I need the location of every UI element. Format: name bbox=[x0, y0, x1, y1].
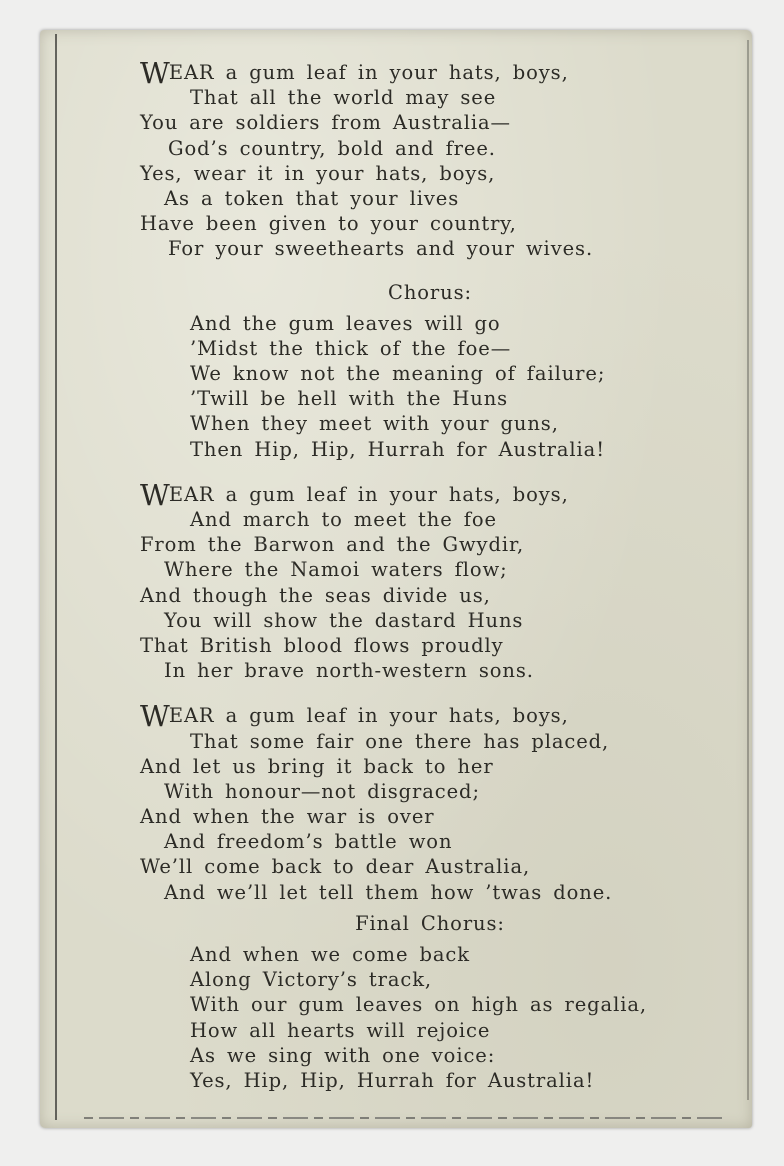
verse-line: That some fair one there has placed, bbox=[190, 729, 610, 753]
chorus bbox=[140, 280, 710, 462]
chorus-line: How all hearts will rejoice bbox=[190, 1018, 491, 1042]
verse-line: Where the Namoi waters flow; bbox=[164, 558, 508, 582]
verse-line: With honour—not disgraced; bbox=[164, 779, 480, 803]
verse-line: And when the war is over bbox=[140, 805, 435, 829]
chorus-line: Then Hip, Hip, Hurrah for Australia! bbox=[190, 437, 605, 461]
chorus-line: When they meet with your guns, bbox=[190, 412, 559, 436]
chorus-line: ’Midst the thick of the foe— bbox=[190, 336, 512, 360]
drop-cap: W bbox=[140, 56, 169, 90]
column-rule-left bbox=[55, 34, 57, 1120]
verse-line: We’ll come back to dear Australia, bbox=[140, 855, 531, 879]
chorus-line: Along Victory’s track, bbox=[190, 968, 433, 992]
verse-line: In her brave north-western sons. bbox=[164, 659, 534, 683]
verse-line: For your sweethearts and your wives. bbox=[168, 237, 594, 261]
verse-line: Have been given to your country, bbox=[140, 212, 517, 236]
final-chorus-heading: Final Chorus: bbox=[355, 911, 505, 935]
drop-cap: W bbox=[140, 699, 169, 734]
final-chorus bbox=[140, 911, 710, 1093]
chorus-heading: Chorus: bbox=[388, 280, 472, 304]
poem bbox=[140, 56, 710, 1093]
verse-1 bbox=[140, 56, 710, 262]
verse-line: You will show the dastard Huns bbox=[164, 608, 524, 632]
verse-line: And let us bring it back to her bbox=[140, 754, 494, 778]
verse-line: Yes, wear it in your hats, boys, bbox=[140, 161, 496, 185]
chorus-line: And the gum leaves will go bbox=[190, 311, 501, 335]
verse-line: You are soldiers from Australia— bbox=[140, 111, 511, 135]
verse-line: That all the world may see bbox=[190, 86, 497, 110]
verse-line: From the Barwon and the Gwydir, bbox=[140, 533, 525, 557]
verse-line: And march to meet the foe bbox=[190, 508, 497, 531]
chorus-line: ’Twill be hell with the Huns bbox=[190, 387, 509, 411]
verse-line: And though the seas divide us, bbox=[140, 583, 491, 607]
verse-line: And freedom’s battle won bbox=[164, 830, 453, 854]
verse-line-text: EAR a gum leaf in your hats, boys, bbox=[168, 61, 569, 84]
chorus-line: With our gum leaves on high as regalia, bbox=[190, 993, 647, 1017]
verse-line: That British blood flows proudly bbox=[140, 633, 504, 657]
drop-cap: W bbox=[140, 477, 169, 512]
chorus-line: As we sing with one voice: bbox=[190, 1043, 496, 1067]
verse-line bbox=[140, 56, 710, 90]
chorus-line: We know not the meaning of failure; bbox=[190, 362, 606, 386]
chorus-line: And when we come back bbox=[190, 943, 470, 966]
verse-line-text: EAR a gum leaf in your hats, boys, bbox=[168, 482, 569, 506]
verse-line: As a token that your lives bbox=[164, 186, 460, 210]
verse-2 bbox=[140, 477, 710, 684]
verse-line bbox=[140, 699, 710, 734]
verse-line-text: EAR a gum leaf in your hats, boys, bbox=[168, 704, 569, 728]
verse-line bbox=[140, 477, 710, 512]
column-rule-right bbox=[747, 40, 749, 1100]
verse-3 bbox=[140, 699, 710, 905]
chorus-line: Yes, Hip, Hip, Hurrah for Australia! bbox=[190, 1068, 595, 1092]
verse-line: And we’ll let tell them how ’twas done. bbox=[164, 880, 613, 904]
verse-line: God’s country, bold and free. bbox=[168, 136, 496, 160]
column-rule-bottom bbox=[84, 1117, 724, 1119]
